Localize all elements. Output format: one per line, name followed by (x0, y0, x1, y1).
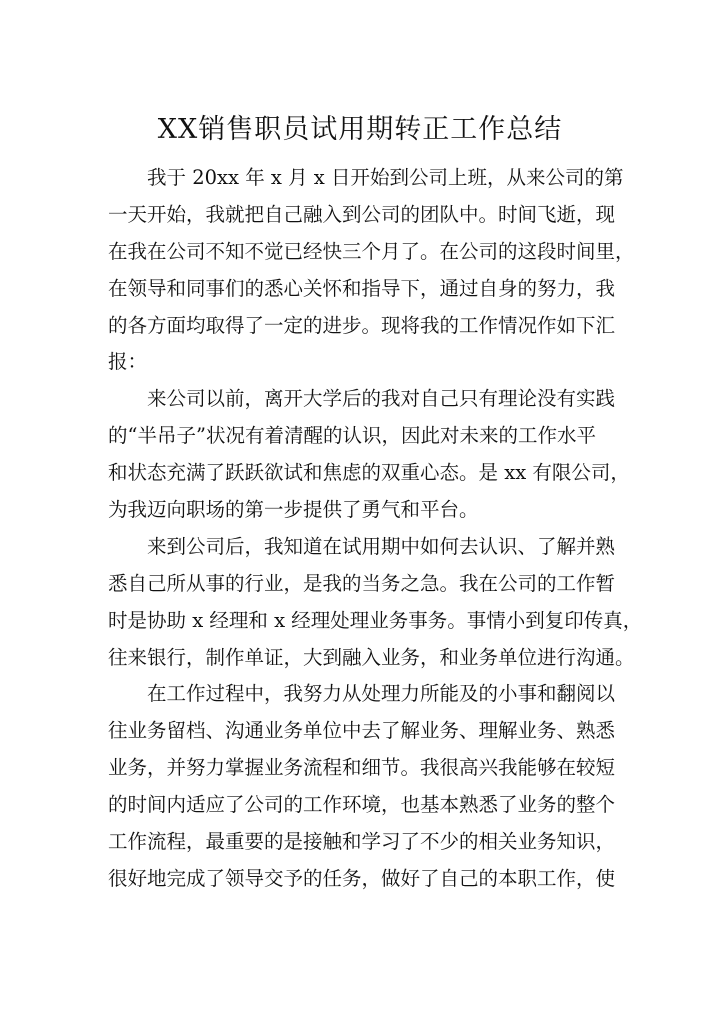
paragraph-2 (108, 381, 630, 529)
text-line: 来公司以前，离开大学后的我对自己只有理论没有实践 (147, 387, 616, 411)
text-line: 的各方面均取得了一定的进步。现将我的工作情况作如下汇 (108, 313, 616, 337)
document-body (108, 160, 643, 898)
paragraph-1 (108, 160, 635, 381)
text-line: 为我迈向职场的第一步提供了勇气和平台。 (108, 498, 479, 522)
text-line: 报： (108, 350, 148, 374)
text-line: 在我在公司不知不觉已经快三个月了。在公司的这段时间里， (108, 239, 635, 263)
text-line: 工作流程，最重要的是接触和学习了不少的相关业务知识， (108, 830, 616, 854)
text-line: 往业务留档、沟通业务单位中去了解业务、理解业务、熟悉 (108, 719, 616, 743)
text-line: 我于 20xx 年 x 月 x 日开始到公司上班，从来公司的第 (147, 166, 624, 189)
document-title: XX销售职员试用期转正工作总结 (157, 114, 563, 145)
text-line: 悉自己所从事的行业，是我的当务之急。我在公司的工作暂 (108, 571, 616, 595)
text-line: 的“半吊子”状况有着清醒的认识，因此对未来的工作水平 (108, 424, 596, 448)
text-line: 往来银行，制作单证，大到融入业务，和业务单位进行沟通。 (108, 645, 635, 669)
text-line: 一天开始，我就把自己融入到公司的团队中。时间飞逝，现 (108, 202, 616, 226)
text-line: 来到公司后，我知道在试用期中如何去认识、了解并熟 (147, 534, 616, 558)
text-line: 在工作过程中，我努力从处理力所能及的小事和翻阅以 (147, 682, 616, 706)
text-line: 的时间内适应了公司的工作环境，也基本熟悉了业务的整个 (108, 793, 616, 817)
text-line: 和状态充满了跃跃欲试和焦虑的双重心态。是 xx 有限公司， (108, 461, 630, 485)
paragraph-3 (108, 529, 643, 677)
text-line: 时是协助 x 经理和 x 经理处理业务事务。事情小到复印传真， (108, 608, 643, 632)
text-line: 在领导和同事们的悉心关怀和指导下，通过自身的努力，我 (108, 276, 616, 300)
paragraph-4 (108, 676, 618, 897)
text-line: 业务，并努力掌握业务流程和细节。我很高兴我能够在较短 (108, 756, 616, 780)
text-line: 很好地完成了领导交予的任务，做好了自己的本职工作，使 (108, 866, 616, 890)
